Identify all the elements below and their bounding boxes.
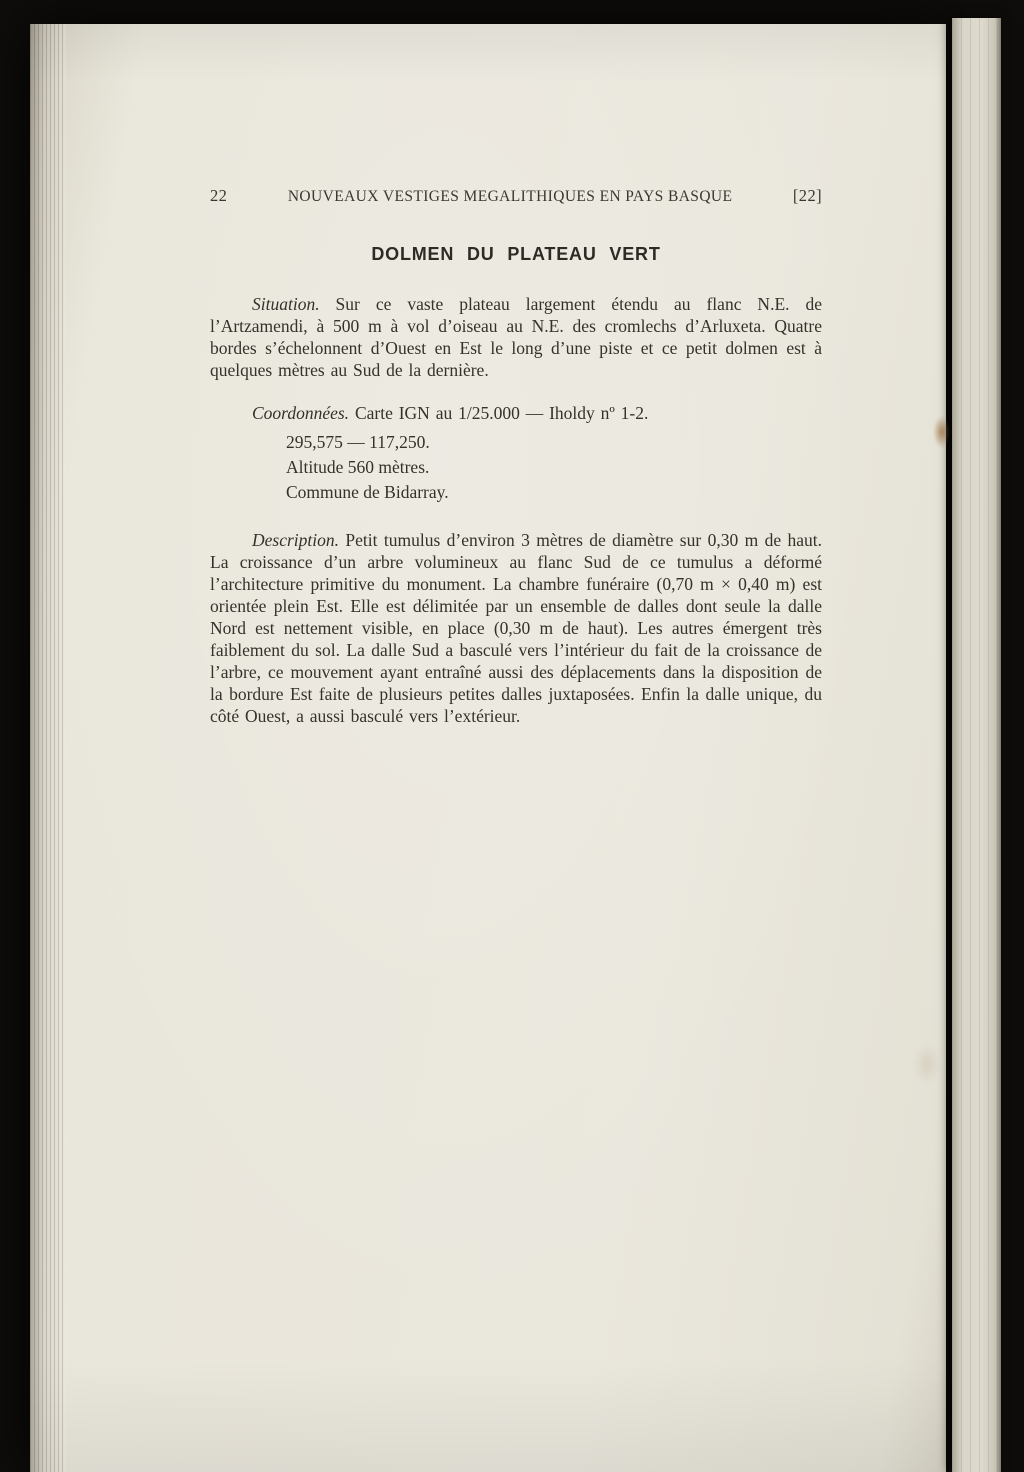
- description-lead: Description.: [252, 530, 340, 550]
- section-title: DOLMEN DU PLATEAU VERT: [371, 244, 661, 264]
- page-number: 22: [210, 186, 228, 205]
- coordinate-line: 295,575 — 117,250.: [286, 432, 430, 452]
- paragraph-description: [210, 529, 822, 727]
- situation-lead: Situation.: [252, 294, 320, 314]
- page-header: [210, 186, 822, 206]
- paragraph-situation: [210, 293, 822, 381]
- page: [30, 24, 946, 1472]
- stain: [933, 416, 950, 448]
- description-text: Petit tumulus d’environ 3 mètres de diamètre sur 0,30 m de haut. La croissance d’un arbre volumineux au flanc Sud de ce tumulus a déformé l’architecture primitive du monument. La chambre funéraire (0,70 m × 0,40 m) est orientée plein Est. Elle est délimitée par un ensemble de dalles dont seule la dalle Nord est nettement visible, en place (0,30 m de haut). Les autres émergent très faiblement du sol. La dalle Sud a basculé vers l’intérieur du fait de la croissance de l’arbre, ce mouvement ayant entraîné aussi des déplacements dans la disposition de la bordure Est faite de plusieurs petites dalles juxtaposées. Enfin la dalle unique, du côté Ouest, a aussi basculé vers l’extérieur.: [210, 530, 822, 726]
- page-number-bracketed: [22]: [792, 186, 822, 205]
- coordinates-heading-line: [210, 401, 822, 426]
- running-title: NOUVEAUX VESTIGES MEGALITHIQUES EN PAYS BASQUE: [287, 188, 733, 205]
- coordinate-line: Altitude 560 mètres.: [286, 457, 430, 477]
- coordonnees-first-line: Carte IGN au 1/25.000 — Iholdy nº 1-2.: [349, 403, 649, 423]
- page-stack-edges: [30, 24, 66, 1472]
- coordonnees-lead: Coordonnées.: [252, 403, 350, 423]
- situation-text: Sur ce vaste plateau largement étendu au flanc N.E. de l’Artzamendi, à 500 m à vol d’oiseau au N.E. des cromlechs d’Arluxeta. Quatre bordes s’échelonnent d’Ouest en Est le long d’une piste et ce petit dolmen est à quelques mètres au Sud de la dernière.: [210, 294, 822, 380]
- coordinate-line: Commune de Bidarray.: [286, 482, 449, 502]
- next-page-edge: [952, 18, 1001, 1472]
- stain-faint: [914, 1044, 940, 1084]
- page-content: [210, 186, 822, 727]
- coordinates-block: [210, 401, 822, 505]
